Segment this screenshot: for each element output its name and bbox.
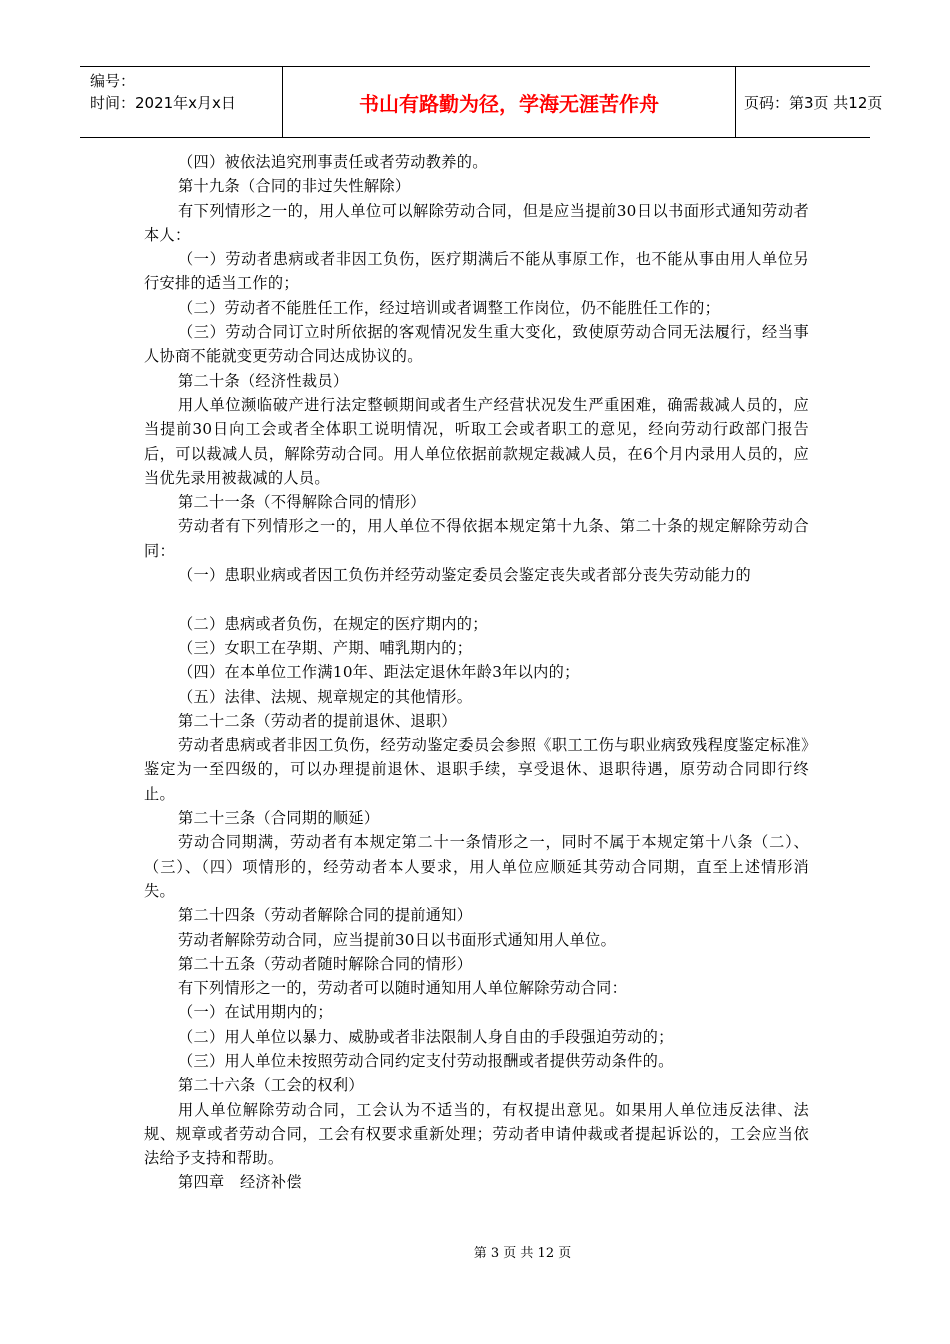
document-header [80, 66, 883, 138]
paragraph: 劳动者有下列情形之一的，用人单位不得依据本规定第十九条、第二十条的规定解除劳动合同： [144, 517, 809, 560]
paragraph: 第四章 经济补偿 [178, 1173, 302, 1192]
paragraph: （二）患病或者负伤，在规定的医疗期内的； [178, 614, 488, 633]
paragraph: （四）被依法追究刑事责任或者劳动教养的。 [178, 153, 488, 171]
paragraph: （三）劳动合同订立时所依据的客观情况发生重大变化，致使原劳动合同无法履行，经当事人协商不能就变更劳动合同达成协议的。 [144, 323, 809, 366]
header-meta-cell [80, 67, 282, 137]
paragraph: （三）女职工在孕期、产期、哺乳期内的； [178, 638, 473, 657]
paragraph: （二）劳动者不能胜任工作，经过培训或者调整工作岗位，仍不能胜任工作的； [178, 298, 721, 317]
document-number-label: 编号： [90, 72, 136, 90]
header-motto-cell [282, 67, 736, 137]
document-date: 时间：2021年x月x日 [90, 94, 236, 112]
paragraph: （一）劳动者患病或者非因工负伤，医疗期满后不能从事原工作，也不能从事由用人单位另行安排的适当工作的； [144, 250, 809, 293]
paragraph: 第十九条（合同的非过失性解除） [178, 177, 411, 196]
footer-page-number: 第 3 页 共 12 页 [473, 1246, 572, 1261]
paragraph: 第二十五条（劳动者随时解除合同的情形） [178, 954, 473, 973]
header-motto: 书山有路勤为径，学海无涯苦作舟 [359, 92, 659, 116]
paragraph: 第二十一条（不得解除合同的情形） [178, 493, 426, 512]
paragraph: （二）用人单位以暴力、威胁或者非法限制人身自由的手段强迫劳动的； [178, 1027, 674, 1046]
paragraph: 劳动者患病或者非因工负伤，经劳动鉴定委员会参照《职工工伤与职业病致残程度鉴定标准》鉴定为一至四级的，可以办理提前退休、退职手续，享受退休、退职待遇，原劳动合同即行终止。 [144, 736, 809, 803]
page-footer [0, 1246, 950, 1262]
blank-line [144, 587, 809, 611]
paragraph: （一）患职业病或者因工负伤并经劳动鉴定委员会鉴定丧失或者部分丧失劳动能力的 [178, 566, 752, 585]
paragraph: 第二十四条（劳动者解除合同的提前通知） [178, 906, 473, 925]
paragraph: 有下列情形之一的，用人单位可以解除劳动合同，但是应当提前30日以书面形式通知劳动者本人： [144, 201, 809, 244]
paragraph: （四）在本单位工作满10年、距法定退休年龄3年以内的； [178, 663, 580, 682]
paragraph: 劳动合同期满，劳动者有本规定第二十一条情形之一，同时不属于本规定第十八条（二）、（三）、（四）项情形的，经劳动者本人要求，用人单位应顺延其劳动合同期，直至上述情形消失。 [144, 833, 809, 900]
paragraph: 第二十二条（劳动者的提前退休、退职） [178, 711, 457, 730]
paragraph: （五）法律、法规、规章规定的其他情形。 [178, 687, 473, 706]
paragraph: 用人单位濒临破产进行法定整顿期间或者生产经营状况发生严重困难，确需裁减人员的，应当提前30日向工会或者全体职工说明情况，听取工会或者职工的意见，经向劳动行政部门报告后，可以裁减人员，解除劳动合同。用人单位依据前款规定裁减人员，在6个月内录用人员的，应当优先录用被裁减的人员。 [144, 395, 809, 487]
paragraph: （三）用人单位未按照劳动合同约定支付劳动报酬或者提供劳动条件的。 [178, 1051, 674, 1070]
paragraph: 用人单位解除劳动合同，工会认为不适当的，有权提出意见。如果用人单位违反法律、法规、规章或者劳动合同，工会有权要求重新处理；劳动者申请仲裁或者提起诉讼的，工会应当依法给予支持和帮助。 [144, 1100, 809, 1168]
header-page-cell [735, 67, 883, 137]
header-page-info: 页码：第3页 共12页 [744, 94, 883, 112]
paragraph: 第二十三条（合同期的顺延） [178, 809, 380, 828]
paragraph: 第二十六条（工会的权利） [178, 1076, 364, 1095]
paragraph: 劳动者解除劳动合同，应当提前30日以书面形式通知用人单位。 [178, 930, 617, 949]
paragraph: 第二十条（经济性裁员） [178, 371, 349, 390]
paragraph: （一）在试用期内的； [178, 1003, 333, 1022]
paragraph: 有下列情形之一的，劳动者可以随时通知用人单位解除劳动合同： [178, 979, 628, 998]
document-body [144, 150, 809, 1195]
